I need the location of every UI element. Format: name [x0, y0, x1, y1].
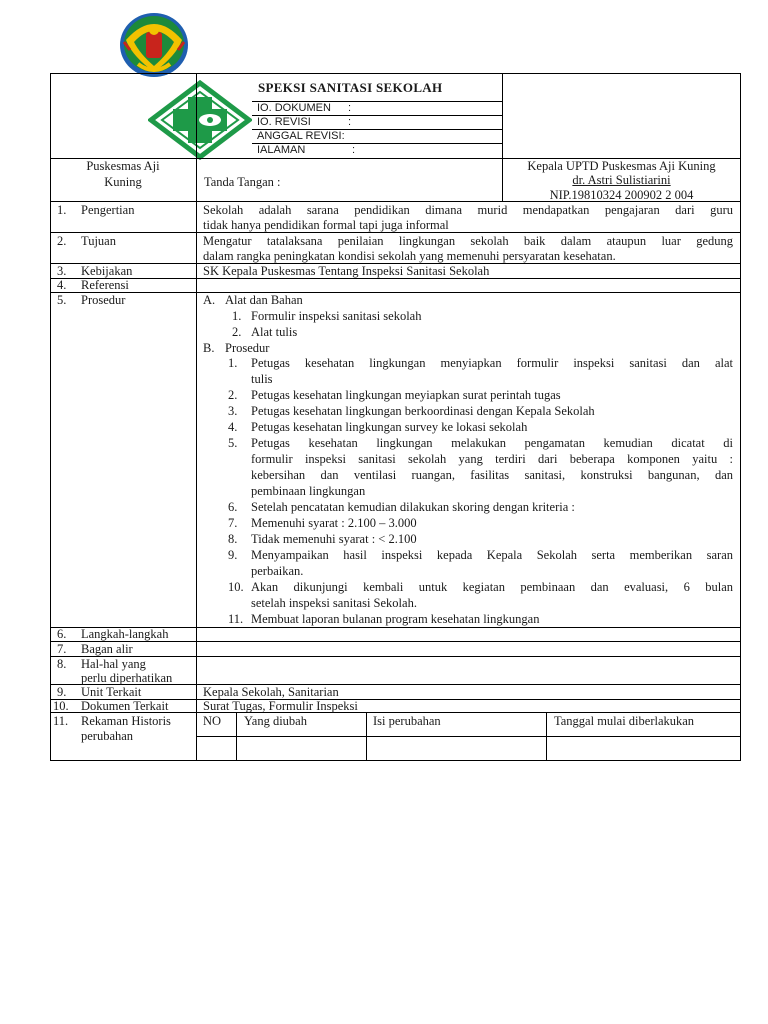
row-number: 11.: [53, 714, 69, 728]
head-nip: NIP.19810324 200902 2 004: [549, 188, 694, 202]
section-a-title: Alat dan Bahan: [225, 293, 303, 307]
list-item-text: Petugas kesehatan lingkungan melakukan pengamatan kemudian dicatat di: [251, 436, 733, 450]
list-item-text: Petugas kesehatan lingkungan meyiapkan surat perintah tugas: [251, 388, 561, 402]
row-label-hal-hal-line-2: perlu diperhatikan: [81, 671, 173, 685]
row-number: 10.: [53, 699, 69, 713]
list-item-text: perbaikan.: [251, 564, 304, 578]
row-number: 3.: [57, 264, 67, 278]
list-item-number: 1.: [228, 356, 238, 370]
tujuan-text-line: dalam rangka peningkatan kondisi sekolah yang memenuhi persyaratan kesehatan.: [203, 249, 616, 263]
list-item-text: Alat tulis: [251, 325, 298, 339]
list-item-number: 4.: [228, 420, 238, 434]
list-item-number: 10.: [228, 580, 244, 594]
regional-emblem-logo: [116, 10, 192, 80]
meta-document-number-value: :: [348, 102, 352, 114]
section-b-marker: B.: [203, 341, 215, 355]
row-label-rekaman-historis: Rekaman Historis: [81, 714, 171, 728]
meta-revision-value: :: [348, 116, 352, 128]
list-item-number: 1.: [232, 309, 242, 323]
row-label-langkah: Langkah-langkah: [81, 627, 169, 641]
list-item-text: Membuat laporan bulanan program kesehatan lingkungan: [251, 612, 540, 626]
meta-page-label: IALAMAN: [257, 144, 306, 156]
head-name: dr. Astri Sulistiarini: [572, 173, 671, 187]
row-number: 6.: [57, 627, 67, 641]
list-item-text: Setelah pencatatan kemudian dilakukan skoring dengan kriteria :: [251, 500, 575, 514]
list-item-text: Tidak memenuhi syarat : < 2.100: [251, 532, 417, 546]
signature-label: Tanda Tangan :: [204, 175, 281, 189]
revision-header-no: NO: [203, 714, 222, 728]
meta-document-number-label: IO. DOKUMEN: [257, 102, 331, 114]
row-label-referensi: Referensi: [81, 278, 129, 292]
list-item-text: kebersihan dan ventilasi ruangan, fasilitas sanitasi, konstruksi bangunan, dan: [251, 468, 733, 482]
list-item-text: setelah inspeksi sanitasi Sekolah.: [251, 596, 417, 610]
list-item-text: Petugas kesehatan lingkungan menyiapkan formulir inspeksi sanitasi dan alat: [251, 356, 733, 370]
list-item-text: tulis: [251, 372, 273, 386]
section-a-marker: A.: [203, 293, 216, 307]
row-label-unit-terkait: Unit Terkait: [81, 685, 142, 699]
row-number: 5.: [57, 293, 67, 307]
revision-header-effective-date: Tanggal mulai diberlakukan: [554, 714, 695, 728]
pengertian-text-line: Sekolah adalah sarana pendidikan dimana murid mendapatkan pengajaran dari guru: [203, 203, 733, 217]
list-item-text: Menyampaikan hasil inspeksi kepada Kepala Sekolah serta memberikan saran: [251, 548, 733, 562]
list-item-number: 8.: [228, 532, 238, 546]
list-item-number: 7.: [228, 516, 238, 530]
org-name-line-1: Puskesmas Aji: [86, 159, 160, 173]
list-item-text: Akan dikunjungi kembali untuk kegiatan pembinaan dan evaluasi, 6 bulan: [251, 580, 733, 594]
list-item-text: Formulir inspeksi sanitasi sekolah: [251, 309, 422, 323]
row-label-bagan-alir: Bagan alir: [81, 642, 133, 656]
meta-revision-date-label: ANGGAL REVISI:: [257, 130, 345, 142]
list-item-text: Petugas kesehatan lingkungan survey ke lokasi sekolah: [251, 420, 528, 434]
row-label-prosedur: Prosedur: [81, 293, 126, 307]
list-item-text: Petugas kesehatan lingkungan berkoordinasi dengan Kepala Sekolah: [251, 404, 595, 418]
row-number: 9.: [57, 685, 67, 699]
section-b-title: Prosedur: [225, 341, 270, 355]
document-title: SPEKSI SANITASI SEKOLAH: [258, 80, 443, 95]
list-item-number: 2.: [228, 388, 238, 402]
revision-header-changed: Yang diubah: [244, 714, 307, 728]
row-label-rekaman-historis-line-2: perubahan: [81, 729, 134, 743]
row-number: 4.: [57, 278, 67, 292]
list-item-number: 6.: [228, 500, 238, 514]
list-item-number: 2.: [232, 325, 242, 339]
list-item-text: formulir inspeksi sanitasi sekolah yang terdiri dari beberapa komponen yaitu :: [251, 452, 733, 466]
org-name-line-2: Kuning: [104, 175, 142, 189]
row-number: 8.: [57, 657, 67, 671]
row-number: 2.: [57, 234, 67, 248]
row-number: 1.: [57, 203, 67, 217]
list-item-number: 11.: [228, 612, 244, 626]
dokumen-terkait-text: Surat Tugas, Formulir Inspeksi: [203, 699, 358, 713]
unit-terkait-text: Kepala Sekolah, Sanitarian: [203, 685, 339, 699]
list-item-number: 3.: [228, 404, 238, 418]
row-label-pengertian: Pengertian: [81, 203, 135, 217]
pengertian-text-line: tidak hanya pendidikan formal tapi juga informal: [203, 218, 449, 232]
head-title: Kepala UPTD Puskesmas Aji Kuning: [527, 159, 716, 173]
row-number: 7.: [57, 642, 67, 656]
list-item-text: pembinaan lingkungan: [251, 484, 366, 498]
tujuan-text-line: Mengatur tatalaksana penilaian lingkungan sekolah baik dalam ataupun luar gedung: [203, 234, 733, 248]
row-label-hal-hal: Hal-hal yang: [81, 657, 146, 671]
row-label-dokumen-terkait: Dokumen Terkait: [81, 699, 169, 713]
list-item-number: 5.: [228, 436, 238, 450]
row-label-tujuan: Tujuan: [81, 234, 116, 248]
list-item-number: 9.: [228, 548, 238, 562]
row-label-kebijakan: Kebijakan: [81, 264, 133, 278]
meta-revision-label: IO. REVISI: [257, 116, 311, 128]
list-item-text: Memenuhi syarat : 2.100 – 3.000: [251, 516, 417, 530]
meta-page-value: :: [352, 144, 356, 156]
revision-header-content: Isi perubahan: [373, 714, 441, 728]
kebijakan-text: SK Kepala Puskesmas Tentang Inspeksi Sanitasi Sekolah: [203, 264, 490, 278]
